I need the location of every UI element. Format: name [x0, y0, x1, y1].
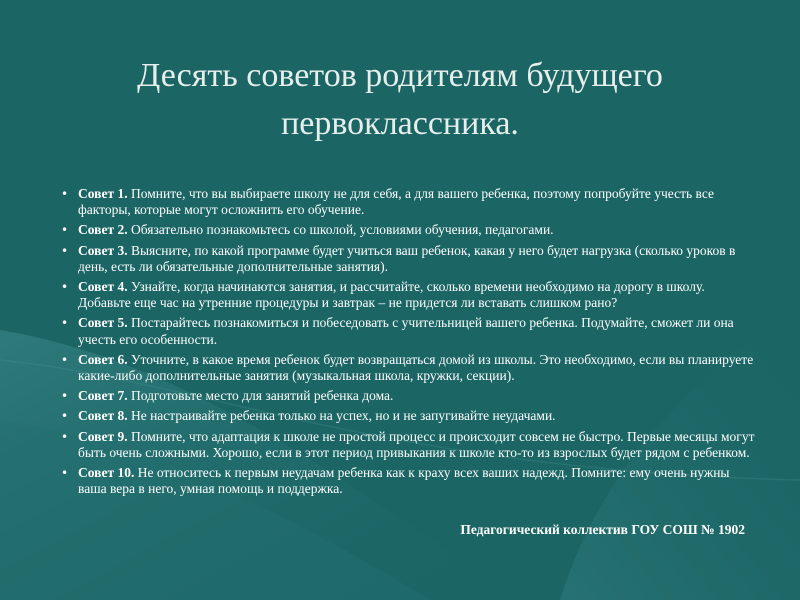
tips-list [60, 186, 760, 501]
bullet-icon: • [61, 243, 69, 258]
tip-item-6 [60, 352, 760, 384]
tip-label: Совет 6. [78, 351, 128, 367]
bullet-icon: • [61, 223, 69, 238]
slide-title [40, 52, 760, 148]
tip-label: Совет 9. [78, 428, 128, 444]
tip-item-4 [60, 279, 760, 311]
tip-text: Постарайтесь познакомиться и побеседовать с учительницей вашего ребенка. Подумайте, сможет ли она учесть его особенности. [78, 315, 734, 347]
tip-text: Помните, что вы выбираете школу не для себя, а для вашего ребенка, поэтому попробуйте учесть все факторы, которые могут осложнить его обучение. [78, 186, 714, 218]
tip-item-3 [60, 243, 760, 275]
tip-item-8 [60, 408, 760, 424]
bullet-icon: • [61, 389, 69, 404]
tip-item-1 [60, 186, 760, 218]
tip-text: Выясните, по какой программе будет учиться ваш ребенок, какая у него будет нагрузка (сколько уроков в день, есть ли обязательные дополнительные занятия). [78, 242, 736, 274]
tip-label: Совет 2. [78, 222, 128, 238]
tip-label: Совет 10. [78, 465, 135, 481]
title-line-2: первоклассника. [281, 105, 519, 142]
tip-item-5 [60, 315, 760, 347]
tip-text: Обязательно познакомьтесь со школой, условиями обучения, педагогами. [127, 222, 554, 238]
tip-item-9 [60, 429, 760, 461]
tip-text: Не относитесь к первым неудачам ребенка как к краху всех ваших надежд. Помните: ему очень нужны ваша вера в него, умная помощь и поддержка. [78, 465, 730, 497]
bullet-icon: • [61, 409, 69, 424]
tip-item-7 [60, 388, 760, 404]
tip-label: Совет 8. [78, 408, 128, 424]
tip-text: Подготовьте место для занятий ребенка дома. [127, 388, 394, 404]
signature: Педагогический коллектив ГОУ СОШ № 1902 [460, 522, 745, 537]
tip-text: Уточните, в какое время ребенок будет возвращаться домой из школы. Это необходимо, если вы планируете какие-либо дополнительные занятия (музыкальная школа, кружки, секции). [78, 351, 754, 384]
bullet-icon: • [61, 316, 69, 331]
tip-text: Помните, что адаптация к школе не простой процесс и происходит совсем не быстро. Первые месяцы могут быть очень сложными. Хорошо, если в этот период привыкания к школе кто-то из взрослых будет рядом с ребенком. [78, 428, 755, 460]
tip-item-2 [60, 222, 760, 238]
bullet-icon: • [61, 280, 69, 295]
tip-text: Не настраивайте ребенка только на успех, но и не запугивайте неудачами. [127, 408, 556, 424]
bullet-icon: • [61, 466, 69, 481]
tip-item-10 [60, 465, 760, 497]
bullet-icon: • [61, 429, 69, 444]
tip-label: Совет 5. [78, 315, 128, 331]
bullet-icon: • [61, 187, 69, 201]
tip-label: Совет 7. [78, 388, 128, 404]
tip-label: Совет 4. [78, 279, 128, 295]
tip-label: Совет 1. [78, 186, 128, 201]
tip-label: Совет 3. [78, 242, 128, 258]
tip-text: Узнайте, когда начинаются занятия, и рассчитайте, сколько времени необходимо на дорогу в школу. Добавьте еще час на утренние процедуры и завтрак – не придется ли вставать слишком рано? [78, 279, 705, 311]
bullet-icon: • [61, 352, 69, 367]
title-line-1: Десять советов родителям будущего [137, 57, 663, 94]
